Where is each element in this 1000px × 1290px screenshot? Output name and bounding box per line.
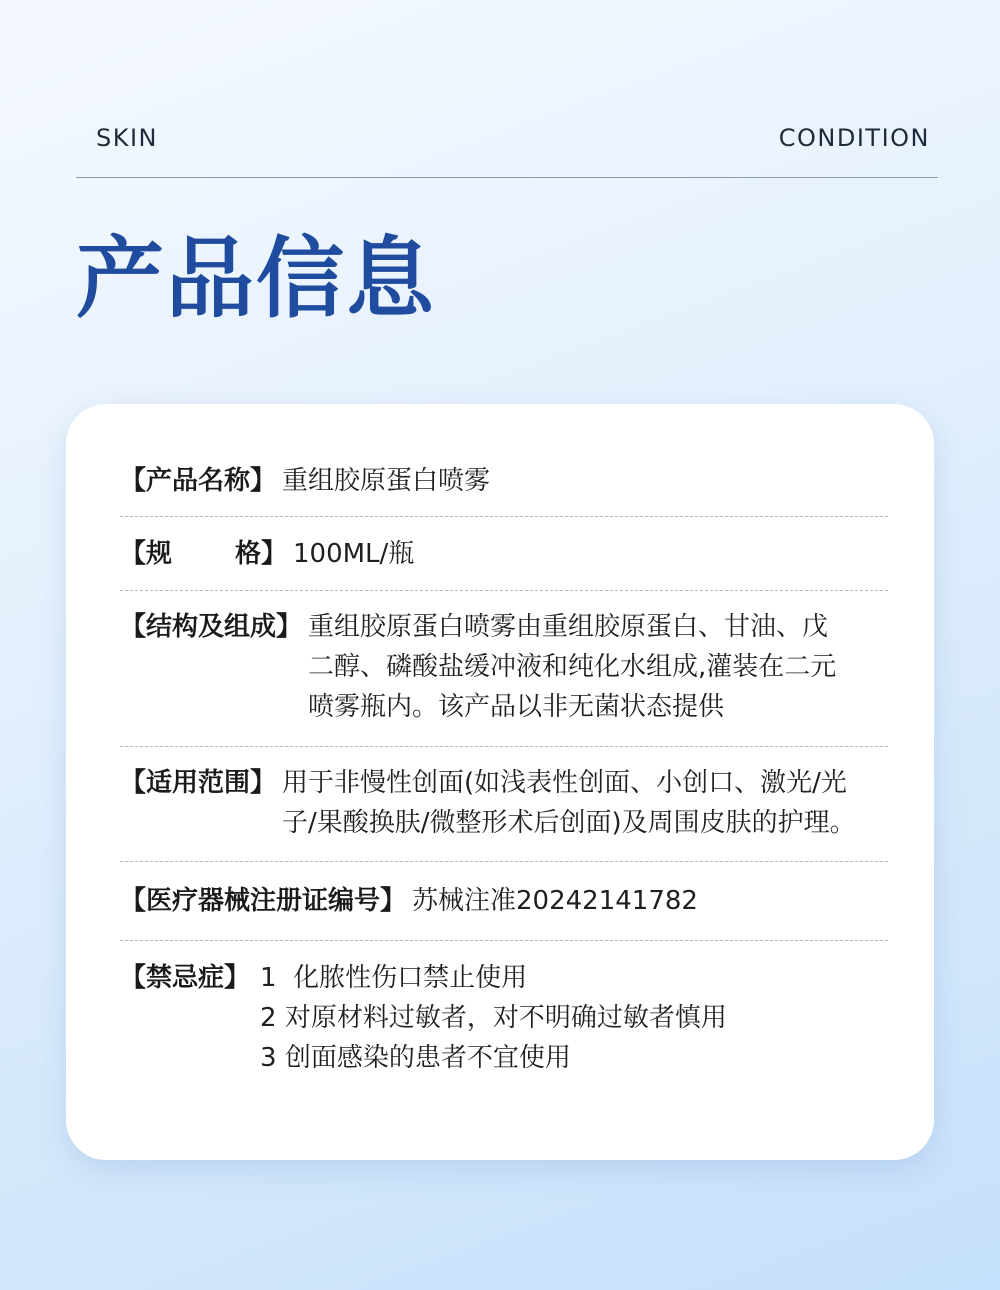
page-title: 产品信息 [76, 226, 437, 330]
usage-line: 子/果酸换肤/微整形术后创面)及周围皮肤的护理。 [282, 808, 856, 838]
composition-line: 重组胶原蛋白喷雾由重组胶原蛋白、甘油、戊 [308, 612, 829, 642]
registration-label: 【医疗器械注册证编号】 [120, 886, 407, 916]
spec-label-close: 格】 [234, 539, 287, 569]
composition-line: 二醇、磷酸盐缓冲液和纯化水组成,灌装在二元 [308, 652, 837, 682]
row-divider [120, 590, 888, 591]
row-divider [120, 516, 888, 517]
spec-row [120, 534, 414, 574]
registration-value: 苏械注准20242141782 [412, 886, 698, 916]
product-name-row [120, 461, 490, 501]
header-label-condition: CONDITION [778, 124, 930, 152]
contraindications-list [260, 958, 727, 1078]
registration-row [120, 881, 698, 921]
header-label-skin: SKIN [96, 124, 159, 152]
list-item: 3 创面感染的患者不宜使用 [260, 1043, 571, 1073]
composition-label: 【结构及组成】 [120, 612, 303, 642]
product-info-card [66, 404, 934, 1160]
usage-line: 用于非慢性创面(如浅表性创面、小创口、激光/光 [282, 768, 847, 798]
row-divider [120, 861, 888, 862]
spec-label [120, 534, 287, 574]
contraindications-label: 【禁忌症】 [120, 963, 251, 993]
spec-value: 100ML/瓶 [293, 539, 415, 569]
list-item: 1 化脓性伤口禁止使用 [260, 963, 528, 993]
usage-row [120, 763, 856, 843]
product-name-value: 重组胶原蛋白喷雾 [282, 466, 491, 496]
composition-text [308, 607, 836, 727]
row-divider [120, 746, 888, 747]
contraindications-row [120, 958, 727, 1078]
list-item: 2 对原材料过敏者，对不明确过敏者慎用 [260, 1003, 727, 1033]
product-name-label: 【产品名称】 [120, 466, 277, 496]
usage-label: 【适用范围】 [120, 768, 277, 798]
header-divider [76, 177, 938, 178]
usage-text [282, 763, 856, 843]
composition-row [120, 607, 836, 727]
spec-label-open: 【规 [120, 539, 173, 569]
composition-line: 喷雾瓶内。该产品以非无菌状态提供 [308, 692, 725, 722]
row-divider [120, 940, 888, 941]
